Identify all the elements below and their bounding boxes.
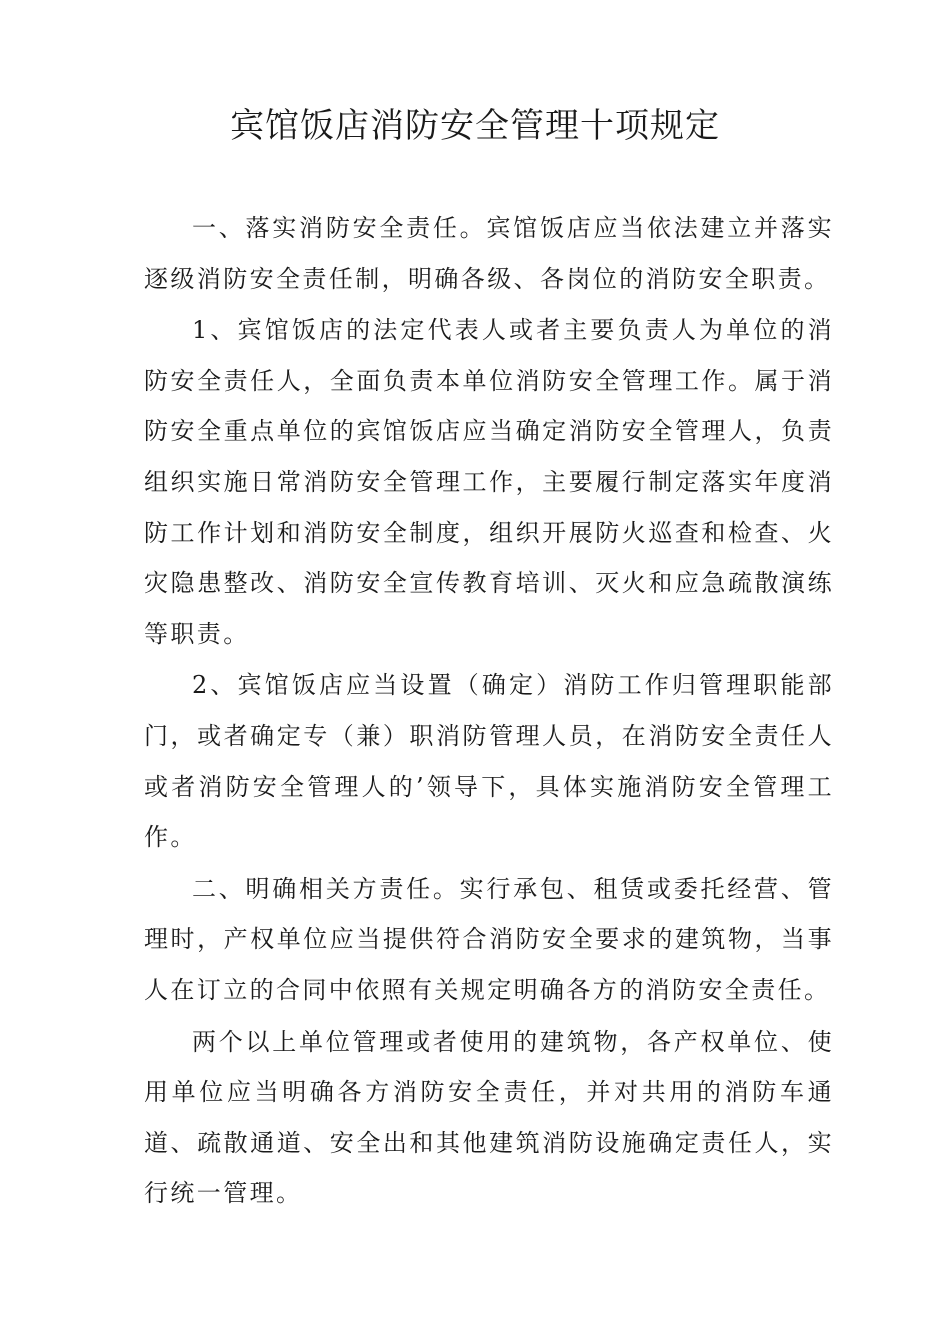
paragraph-shared-building: 两个以上单位管理或者使用的建筑物，各产权单位、使用单位应当明确各方消防安全责任，并对共用的消防车通道、疏散通道、安全出和其他建筑消防设施确定责任人，实行统一管理。 — [144, 1027, 834, 1208]
paragraph-item-1: 1、宾馆饭店的法定代表人或者主要负责人为单位的消防安全责任人，全面负责本单位消防安全管理工作。属于消防安全重点单位的宾馆饭店应当确定消防安全管理人，负责组织实施日常消防安全管理工作，主要履行制定落实年度消防工作计划和消防安全制度，组织开展防火巡查和检查、火灾隐患整改、消防安全宣传教育培训、灭火和应急疏散演练等职责。 — [144, 316, 834, 648]
paragraph-item-2: 2、宾馆饭店应当设置（确定）消防工作归管理职能部门，或者确定专（兼）职消防管理人员，在消防安全责任人或者消防安全管理人的’领导下，具体实施消防安全管理工作。 — [144, 671, 834, 852]
paragraph-section-1-heading: 一、落实消防安全责任。宾馆饭店应当依法建立并落实逐级消防安全责任制，明确各级、各岗位的消防安全职责。 — [144, 214, 834, 293]
document-body — [144, 203, 834, 1220]
document-title: 宾馆饭店消防安全管理十项规定 — [230, 106, 720, 146]
paragraph-section-2-heading: 二、明确相关方责任。实行承包、租赁或委托经营、管理时，产权单位应当提供符合消防安全要求的建筑物，当事人在订立的合同中依照有关规定明确各方的消防安全责任。 — [144, 874, 834, 1004]
